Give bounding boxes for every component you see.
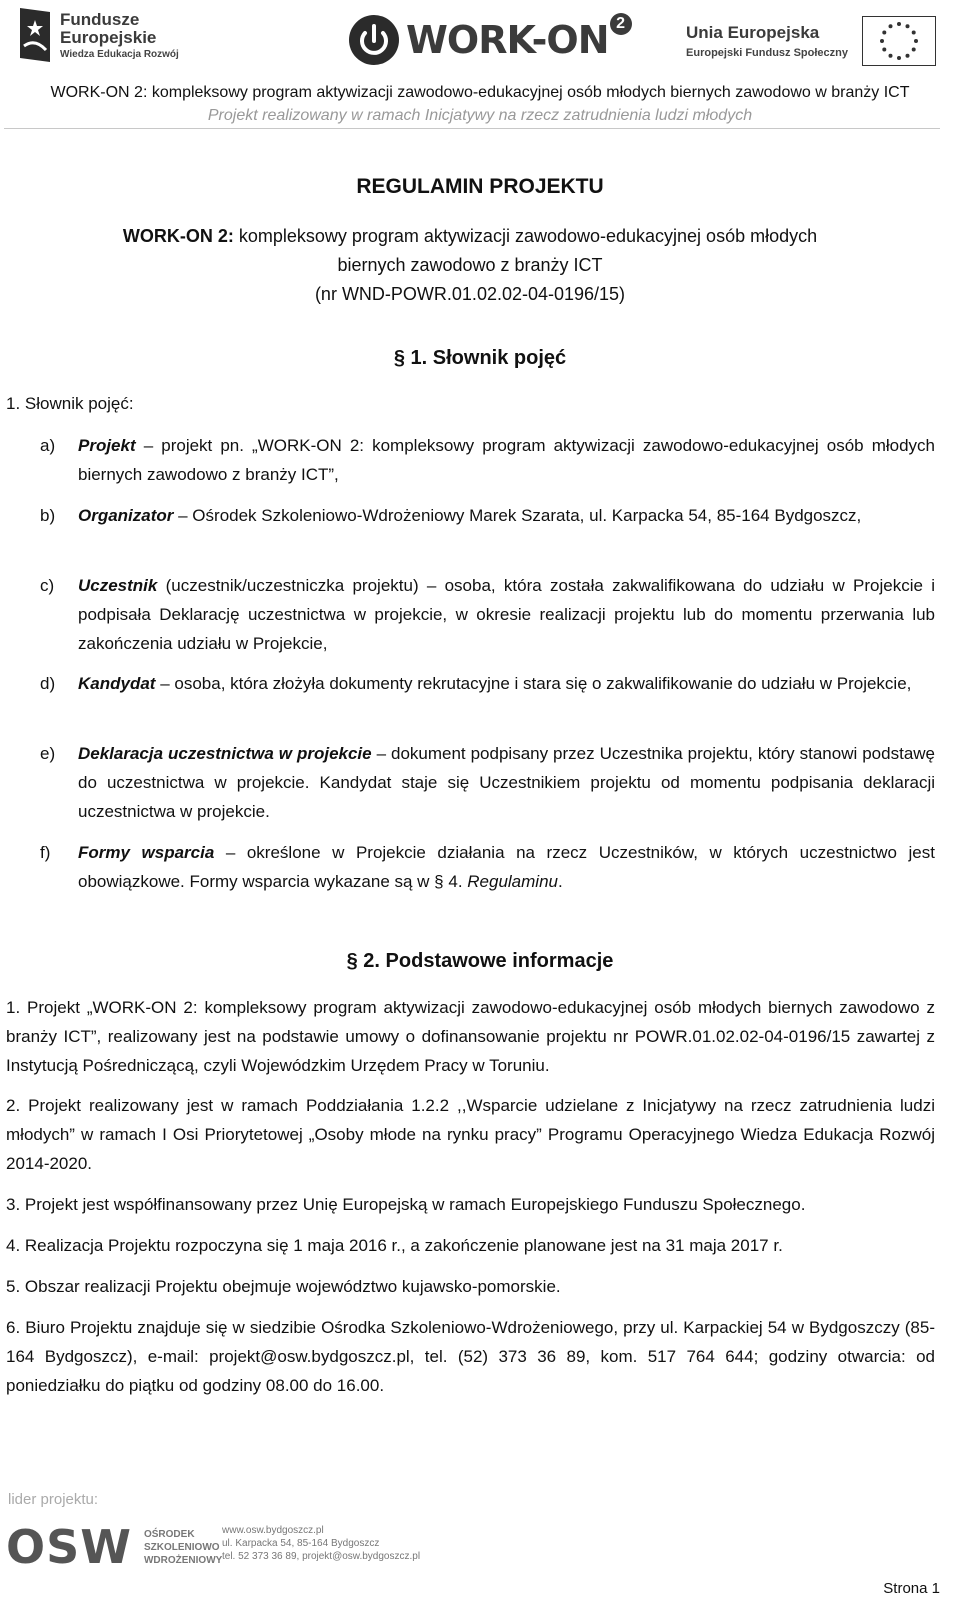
info-paragraph: 6. Biuro Projektu znajduje się w siedzibie Ośrodka Szkoleniowo-Wdrożeniowego, przy ul. Karpackiej 54 w Bydgoszczy (85-164 Bydgoszcz), e-mail: projekt@osw.bydgoszcz.pl, tel. (52) 373 36 89, kom. 517 764 644; godziny otwarcia: od poniedziałku do piątku od godziny 08.00 do 16.00. (6, 1318, 935, 1395)
ue-logo-line2: Europejski Fundusz Społeczny (686, 47, 848, 59)
definition-term: Uczestnik (78, 576, 158, 595)
osw-sub-line1: OŚRODEK (143, 1528, 195, 1540)
page-number: Strona 1 (883, 1580, 940, 1597)
document-subtitle (100, 222, 840, 309)
info-paragraph: 1. Projekt „WORK-ON 2: kompleksowy program aktywizacji zawodowo-edukacyjnej osób młodych biernych zawodowo z branży ICT”, realizowany jest na podstawie umowy o dofinansowanie projektu nr POWR.01.02.02-04-0196/15 zawartej z Instytucją Pośredniczącą, czyli Wojewódzkim Urzędem Pracy w Toruniu. (6, 998, 935, 1075)
section1-heading: § 1. Słownik pojęć (393, 347, 567, 369)
footer-lead-label: lider projektu: (8, 1491, 99, 1508)
definition-tail: Regulaminu (467, 872, 558, 891)
info-paragraph: 5. Obszar realizacji Projektu obejmuje województwo kujawsko-pomorskie. (6, 1277, 561, 1296)
definition-text: – określone w Projekcie działania na rzecz Uczestników, w których uczestnictwo jest obowiązkowe. Formy wsparcia wykazane są w § 4. (78, 843, 935, 891)
section1-lead: 1. Słownik pojęć: (6, 394, 134, 413)
fe-logo-line1: Fundusze (60, 9, 140, 29)
definition-label: a) (40, 436, 56, 455)
definition-term: Organizator (78, 506, 174, 525)
info-paragraph: 2. Projekt realizowany jest w ramach Poddziałania 1.2.2 ,,Wsparcie udzielane z Inicjatywy na rzecz zatrudnienia ludzi młodych” w ramach I Osi Priorytetowej „Osoby młode na rynku pracy” Programu Operacyjnego Wiedza Edukacja Rozwój 2014-2020. (6, 1096, 935, 1173)
ue-logo-line1: Unia Europejska (686, 23, 820, 42)
osw-sub-line2: SZKOLENIOWO (143, 1541, 220, 1553)
fe-logo-line2: Europejskie (60, 27, 157, 47)
footer-phone-email: tel. 52 373 36 89, projekt@osw.bydgoszcz.pl (222, 1551, 421, 1562)
definition-text: – dokument podpisany przez Uczestnika projektu, który stanowi podstawę do uczestnictwa w projekcie. Kandydat staje się Uczestnikiem projektu od momentu podpisania deklaracji uczestnictwa w projekcie. (78, 744, 936, 821)
power-icon (348, 14, 400, 66)
definition-label: f) (40, 843, 51, 862)
definition-text: – Ośrodek Szkoleniowo-Wdrożeniowy Marek Szarata, ul. Karpacka 54, 85-164 Bydgoszcz, (173, 506, 862, 525)
definition-item (40, 431, 935, 489)
definition-item (40, 739, 935, 826)
osw-sub-line3: WDROŻENIOWY (143, 1554, 223, 1566)
work-on-logo-text: WORK-ON (406, 18, 609, 62)
footer-contact (222, 1524, 420, 1563)
definition-term: Projekt (78, 436, 136, 455)
unia-europejska-logo (686, 16, 936, 66)
fe-flag-icon (18, 6, 52, 64)
definition-item (40, 669, 935, 698)
osw-logo (4, 1520, 222, 1574)
document-title: REGULAMIN PROJEKTU (356, 175, 604, 198)
info-paragraph: 3. Projekt jest współfinansowany przez Unię Europejską w ramach Europejskiego Funduszu Społecznego. (6, 1195, 806, 1214)
definition-label: e) (40, 744, 56, 763)
definition-text: – projekt pn. „WORK-ON 2: kompleksowy program aktywizacji zawodowo-edukacyjnej osób młodych biernych zawodowo z branży ICT”, (78, 436, 935, 484)
definition-item (40, 501, 935, 530)
definition-text: (uczestnik/uczestniczka projektu) – osoba, która została zakwalifikowana do udziału w Projekcie i podpisała Deklarację uczestnictwa w projekcie, w okresie realizacji projektu lub do momentu przerwania lub zakończenia udziału w Projekcie, (78, 576, 935, 653)
subtitle-bold: WORK-ON 2: (122, 226, 234, 246)
section2-heading: § 2. Podstawowe informacje (346, 950, 614, 972)
work-on-logo-superscript: 2 (610, 13, 632, 35)
osw-logo-text: OSW (6, 1520, 132, 1574)
definition-label: b) (40, 506, 56, 525)
work-on-logo (348, 14, 632, 66)
fundusze-europejskie-logo (18, 6, 179, 64)
definition-tail-end: . (558, 872, 563, 891)
definition-term: Formy wsparcia (78, 843, 215, 862)
definition-item (40, 571, 935, 658)
logo-bar (0, 0, 960, 78)
subtitle-line1: kompleksowy program aktywizacji zawodowo-edukacyjnej osób młodych (233, 226, 818, 246)
definition-item (40, 838, 935, 896)
definition-label: c) (40, 576, 55, 595)
header-divider (4, 128, 940, 129)
subtitle-line3: (nr WND-POWR.01.02.02-04-0196/15) (314, 284, 626, 304)
eu-flag-icon (862, 16, 936, 66)
subtitle-line2: biernych zawodowo z branży ICT (337, 255, 603, 275)
header-project-subtitle: Projekt realizowany w ramach Inicjatywy na rzecz zatrudnienia ludzi młodych (207, 107, 753, 124)
footer-website: www.osw.bydgoszcz.pl (222, 1525, 324, 1536)
info-paragraph: 4. Realizacja Projektu rozpoczyna się 1 maja 2016 r., a zakończenie planowane jest na 31 maja 2017 r. (6, 1236, 783, 1255)
header-project-title: WORK-ON 2: kompleksowy program aktywizacji zawodowo-edukacyjnej osób młodych biernych zawodowo w branży ICT (50, 84, 910, 101)
footer-address: ul. Karpacka 54, 85-164 Bydgoszcz (222, 1538, 380, 1549)
fe-logo-line3: Wiedza Edukacja Rozwój (60, 48, 179, 60)
definition-text: – osoba, która złożyła dokumenty rekrutacyjne i stara się o zakwalifikowanie do udziału w Projekcie, (155, 674, 912, 693)
definition-label: d) (40, 674, 56, 693)
definition-term: Kandydat (78, 674, 156, 693)
definition-term: Deklaracja uczestnictwa w projekcie (78, 744, 372, 763)
